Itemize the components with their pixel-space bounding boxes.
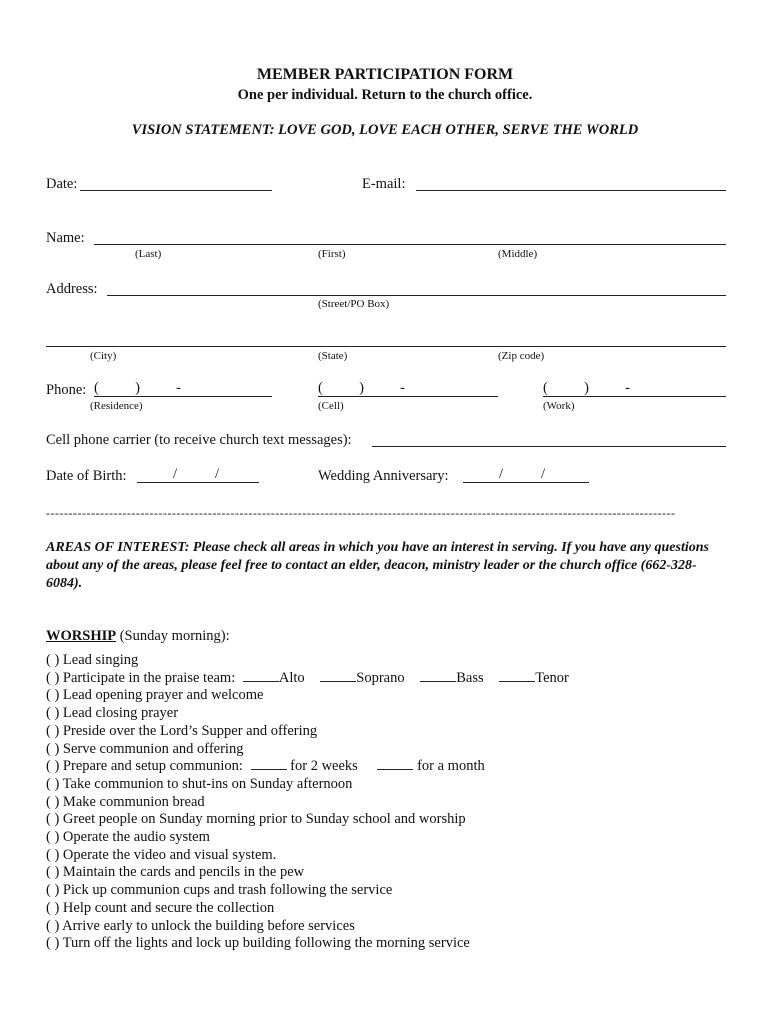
list-item: ( ) Help count and secure the collection	[46, 899, 275, 916]
street-field[interactable]	[107, 295, 726, 296]
cell-caption: (Cell)	[318, 400, 344, 412]
carrier-label: Cell phone carrier (to receive church text messages):	[46, 432, 352, 448]
anniversary-slash-1: /	[499, 466, 504, 482]
checkbox[interactable]: ( )	[46, 811, 60, 828]
name-last-caption: (Last)	[135, 248, 162, 260]
email-field[interactable]	[416, 190, 726, 191]
list-item: ( ) Pick up communion cups and trash following the service	[46, 882, 393, 899]
name-first-caption: (First)	[318, 248, 346, 260]
date-label: Date:	[46, 176, 78, 192]
dob-field[interactable]	[137, 482, 259, 483]
bass-blank[interactable]	[420, 671, 456, 682]
email-label: E-mail:	[362, 176, 406, 192]
residence-caption: (Residence)	[90, 400, 143, 412]
list-item: ( ) Maintain the cards and pencils in the pew	[46, 864, 305, 881]
list-item: ( ) Preside over the Lord’s Supper and offering	[46, 722, 318, 739]
city-state-zip-field[interactable]	[46, 346, 726, 347]
state-caption: (State)	[318, 350, 348, 362]
checkbox[interactable]: ( )	[46, 758, 60, 775]
carrier-field[interactable]	[372, 446, 726, 447]
checkbox[interactable]: ( )	[46, 687, 60, 704]
name-middle-caption: (Middle)	[498, 248, 538, 260]
list-item: ( ) Participate in the praise team: Alto Soprano Bass Tenor	[46, 669, 569, 686]
checkbox[interactable]: ( )	[46, 829, 60, 846]
work-caption: (Work)	[543, 400, 575, 412]
soprano-blank[interactable]	[320, 671, 356, 682]
street-caption: (Street/PO Box)	[318, 298, 390, 310]
worship-note: (Sunday morning):	[116, 628, 230, 644]
list-item: ( ) Lead singing	[46, 652, 139, 668]
checkbox[interactable]: ( )	[46, 705, 60, 722]
date-field[interactable]	[80, 190, 272, 191]
list-item: ( ) Operate the video and visual system.	[46, 846, 277, 863]
phone-label: Phone:	[46, 382, 87, 398]
dob-slash-1: /	[173, 466, 178, 482]
areas-of-interest-text: AREAS OF INTEREST: Please check all areas in which you have an interest in serving. If you have any questions about any of the areas, please feel free to contact an elder, deacon, ministry leader or the church office (662-328-6084).	[46, 540, 709, 591]
city-caption: (City)	[90, 350, 117, 362]
name-field[interactable]	[94, 244, 726, 245]
checkbox[interactable]: ( )	[46, 740, 60, 757]
list-item: ( ) Arrive early to unlock the building before services	[46, 917, 355, 934]
alto-blank[interactable]	[243, 671, 279, 682]
list-item: ( ) Lead closing prayer	[46, 705, 179, 722]
list-item: ( ) Prepare and setup communion: for 2 weeks for a month	[46, 758, 485, 775]
worship-title: WORSHIP	[46, 628, 117, 644]
section-divider: --------------------------------------------------------------------------------------------------------------------------------------------	[46, 506, 676, 520]
list-item: ( ) Lead opening prayer and welcome	[46, 687, 264, 704]
list-item: ( ) Serve communion and offering	[46, 740, 244, 757]
checkbox[interactable]: ( )	[46, 935, 60, 952]
checkbox[interactable]: ( )	[46, 846, 60, 863]
anniversary-field[interactable]	[463, 482, 589, 483]
month-blank[interactable]	[377, 759, 413, 770]
name-label: Name:	[46, 230, 85, 246]
phone-work-stub: ( ) -	[543, 380, 630, 396]
dob-label: Date of Birth:	[46, 468, 127, 484]
phone-residence-stub: ( ) -	[94, 380, 181, 396]
list-item: ( ) Turn off the lights and lock up building following the morning service	[46, 935, 470, 952]
checkbox[interactable]: ( )	[46, 775, 60, 792]
checkbox[interactable]: ( )	[46, 669, 60, 686]
checkbox[interactable]: ( )	[46, 793, 60, 810]
list-item: ( ) Greet people on Sunday morning prior to Sunday school and worship	[46, 811, 466, 828]
checkbox[interactable]: ( )	[46, 864, 60, 881]
worship-list	[46, 652, 569, 953]
list-item: ( ) Operate the audio system	[46, 829, 210, 846]
anniversary-slash-2: /	[541, 466, 546, 482]
checkbox[interactable]: ( )	[46, 917, 60, 934]
checkbox[interactable]: ( )	[46, 652, 60, 668]
dob-slash-2: /	[215, 466, 220, 482]
vision-statement: VISION STATEMENT: LOVE GOD, LOVE EACH OTHER, SERVE THE WORLD	[131, 122, 639, 138]
checkbox[interactable]: ( )	[46, 899, 60, 916]
tenor-blank[interactable]	[499, 671, 535, 682]
worship-heading	[46, 628, 230, 645]
list-item: ( ) Make communion bread	[46, 793, 205, 810]
list-item: ( ) Take communion to shut-ins on Sunday afternoon	[46, 775, 353, 792]
address-label: Address:	[46, 281, 98, 297]
form-subtitle: One per individual. Return to the church office.	[237, 87, 533, 103]
checkbox[interactable]: ( )	[46, 882, 60, 899]
zip-caption: (Zip code)	[498, 350, 545, 362]
checkbox[interactable]: ( )	[46, 722, 60, 739]
two-weeks-blank[interactable]	[251, 759, 287, 770]
phone-cell-stub: ( ) -	[318, 380, 405, 396]
form-title: MEMBER PARTICIPATION FORM	[256, 66, 514, 83]
anniversary-label: Wedding Anniversary:	[318, 468, 449, 484]
